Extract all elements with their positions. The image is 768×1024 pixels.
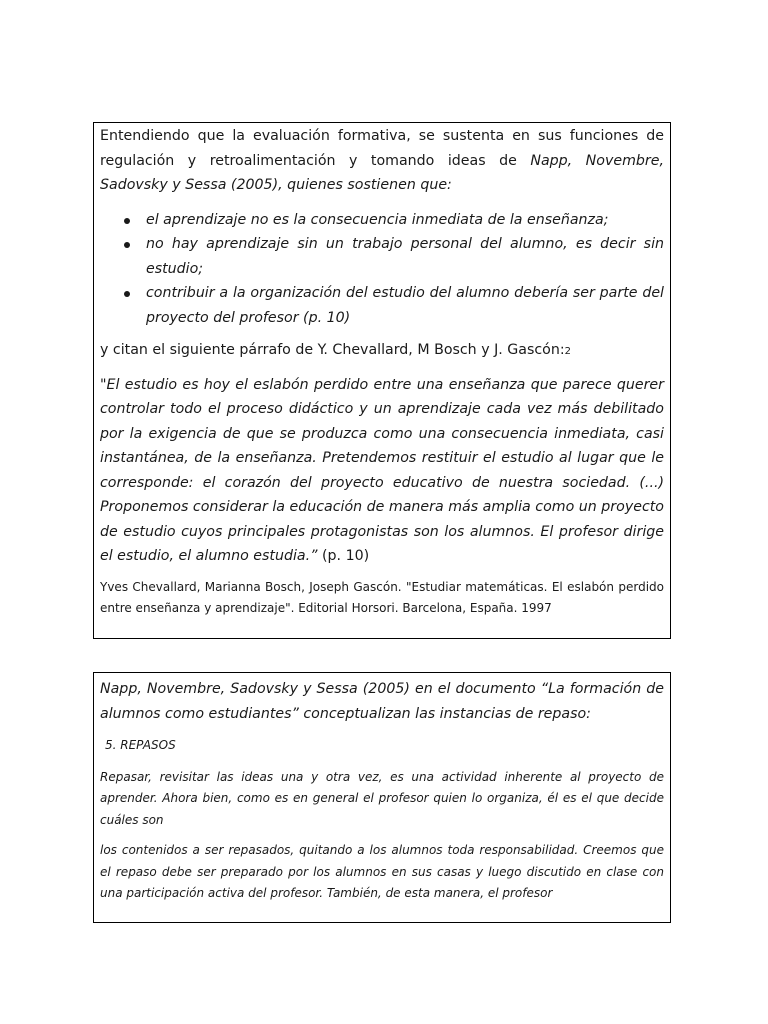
intro-text: Entendiendo que la evaluación formativa, se sustenta en sus funciones de regulación y retroalimentación y tomando ideas de xyxy=(100,128,664,169)
repasos-paragraph-2: los contenidos a ser repasados, quitando a los alumnos toda responsabilidad. Creemos que el repaso debe ser preparado por los alumnos en sus casas y luego discutido en clase con una participación activa del profesor. También, de esta manera, el profesor xyxy=(100,843,664,900)
bullet-list xyxy=(100,208,664,331)
bullet-text: contribuir a la organización del estudio del alumno debería ser parte del proyecto del profesor (p. 10) xyxy=(146,285,664,326)
bullet-text: el aprendizaje no es la consecuencia inmediata de la enseñanza; xyxy=(146,211,609,228)
section-heading: 5. REPASOS xyxy=(105,738,176,752)
list-item xyxy=(100,208,664,233)
bullet-text: no hay aprendizaje sin un trabajo personal del alumno, es decir sin estudio; xyxy=(146,236,664,277)
reference: Yves Chevallard, Marianna Bosch, Joseph Gascón. "Estudiar matemáticas. El eslabón perdido entre enseñanza y aprendizaje". Editorial Horsori. Barcelona, España. 1997 xyxy=(100,579,664,615)
bullet-icon xyxy=(124,242,130,248)
intro-authors: Napp, Novembre, Sadovsky y Sessa (2005), quienes sostienen que: xyxy=(100,152,664,193)
cite-text: y citan el siguiente párrafo de Y. Chevallard, M Bosch y J. Gascón: xyxy=(100,342,565,358)
bullet-icon xyxy=(124,218,130,224)
quote-paragraph xyxy=(100,373,664,569)
list-item xyxy=(100,232,664,281)
repasos-paragraph-1: Repasar, revisitar las ideas una y otra vez, es una actividad inherente al proyecto de aprender. Ahora bien, como es en general el profesor quien lo organiza, él es el que decide cuáles son xyxy=(100,769,664,827)
cite-line xyxy=(100,338,664,365)
list-item xyxy=(100,281,664,330)
quote-box-evaluacion xyxy=(93,122,671,639)
quote-box-repasos xyxy=(93,672,671,923)
bullet-icon xyxy=(124,291,130,297)
footnote-mark: 2 xyxy=(564,346,572,357)
intro-paragraph xyxy=(100,124,664,198)
quote-text: "El estudio es hoy el eslabón perdido entre una enseñanza que parece querer controlar todo el proceso didáctico y un aprendizaje cada vez más debilitado por la exigencia de que se produzca como una consecuencia inmediata, casi instantánea, de la enseñanza. Pretendemos restituir el estudio al lugar que le corresponde: el corazón del proyecto educativo de nuestra sociedad. (...) Proponemos considerar la educación de manera más amplia como un proyecto de estudio cuyos principales protagonistas son los alumnos. El profesor dirige el estudio, el alumno estudia.” xyxy=(100,376,664,564)
quote-page: (p. 10) xyxy=(317,548,370,564)
repasos-intro: Napp, Novembre, Sadovsky y Sessa (2005) en el documento “La formación de alumnos como estudiantes” conceptualizan las instancias de repaso: xyxy=(100,681,664,722)
